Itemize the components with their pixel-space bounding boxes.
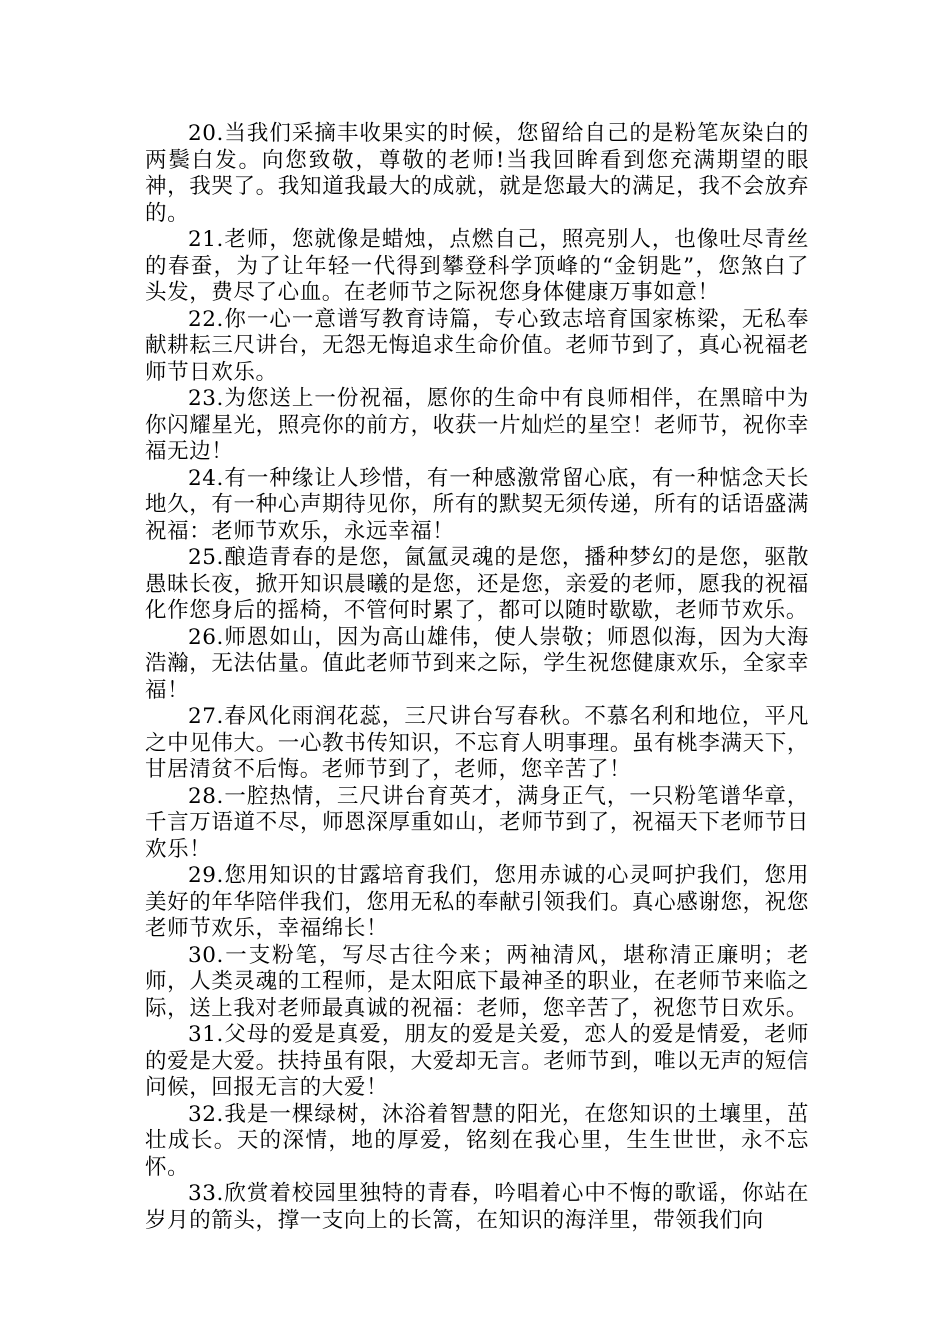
paragraph-29: 29.您用知识的甘露培育我们，您用赤诚的心灵呵护我们，您用美好的年华陪伴我们，您用无私的奉献引领我们。真心感谢您，祝您老师节欢乐，幸福绵长！ <box>145 863 809 941</box>
paragraph-23: 23.为您送上一份祝福，愿你的生命中有良师相伴，在黑暗中为你闪耀星光，照亮你的前方，收获一片灿烂的星空！老师节，祝你幸福无边！ <box>145 386 809 464</box>
paragraph-31: 31.父母的爱是真爱，朋友的爱是关爱，恋人的爱是情爱，老师的爱是大爱。扶持虽有限，大爱却无言。老师节到，唯以无声的短信问候，回报无言的大爱！ <box>145 1022 809 1100</box>
paragraph-25: 25.酿造青春的是您，氤氲灵魂的是您，播种梦幻的是您，驱散愚昧长夜，掀开知识晨曦的是您，还是您，亲爱的老师，愿我的祝福化作您身后的摇椅，不管何时累了，都可以随时歇歇，老师节欢乐。 <box>145 545 809 623</box>
paragraph-33: 33.欣赏着校园里独特的青春，吟唱着心中不悔的歌谣，你站在岁月的箭头，撑一支向上的长篙，在知识的海洋里，带领我们向 <box>145 1181 809 1233</box>
paragraph-30: 30.一支粉笔，写尽古往今来；两袖清风，堪称清正廉明；老师，人类灵魂的工程师，是太阳底下最神圣的职业，在老师节来临之际，送上我对老师最真诚的祝福：老师，您辛苦了，祝您节日欢乐。 <box>145 942 809 1021</box>
paragraph-32: 32.我是一棵绿树，沐浴着智慧的阳光，在您知识的土壤里，茁壮成长。天的深情，地的厚爱，铭刻在我心里，生生世世，永不忘怀。 <box>145 1101 809 1180</box>
paragraph-26: 26.师恩如山，因为高山雄伟，使人崇敬；师恩似海，因为大海浩瀚，无法估量。值此老师节到来之际，学生祝您健康欢乐，全家幸福！ <box>145 624 809 703</box>
paragraph-24: 24.有一种缘让人珍惜，有一种感激常留心底，有一种惦念天长地久，有一种心声期待见你，所有的默契无须传递，所有的话语盛满祝福：老师节欢乐，永远幸福！ <box>145 465 809 544</box>
document-body <box>145 121 809 1234</box>
paragraph-20: 20.当我们采摘丰收果实的时候，您留给自己的是粉笔灰染白的两鬓白发。向您致敬，尊敬的老师!当我回眸看到您充满期望的眼神，我哭了。我知道我最大的成就，就是您最大的满足，我不会放弃的。 <box>145 121 809 226</box>
paragraph-22: 22.你一心一意谱写教育诗篇，专心致志培育国家栋梁，无私奉献耕耘三尺讲台，无怨无悔追求生命价值。老师节到了，真心祝福老师节日欢乐。 <box>145 306 809 385</box>
paragraph-21: 21.老师，您就像是蜡烛，点燃自己，照亮别人，也像吐尽青丝的春蚕，为了让年轻一代得到攀登科学顶峰的“金钥匙”，您煞白了头发，费尽了心血。在老师节之际祝您身体健康万事如意！ <box>145 227 809 305</box>
paragraph-27: 27.春风化雨润花蕊，三尺讲台写春秋。不慕名利和地位，平凡之中见伟大。一心教书传知识，不忘育人明事理。虽有桃李满天下，甘居清贫不后悔。老师节到了，老师，您辛苦了！ <box>145 704 809 782</box>
paragraph-28: 28.一腔热情，三尺讲台育英才，满身正气，一只粉笔谱华章，千言万语道不尽，师恩深厚重如山，老师节到了，祝福天下老师节日欢乐！ <box>145 783 809 862</box>
